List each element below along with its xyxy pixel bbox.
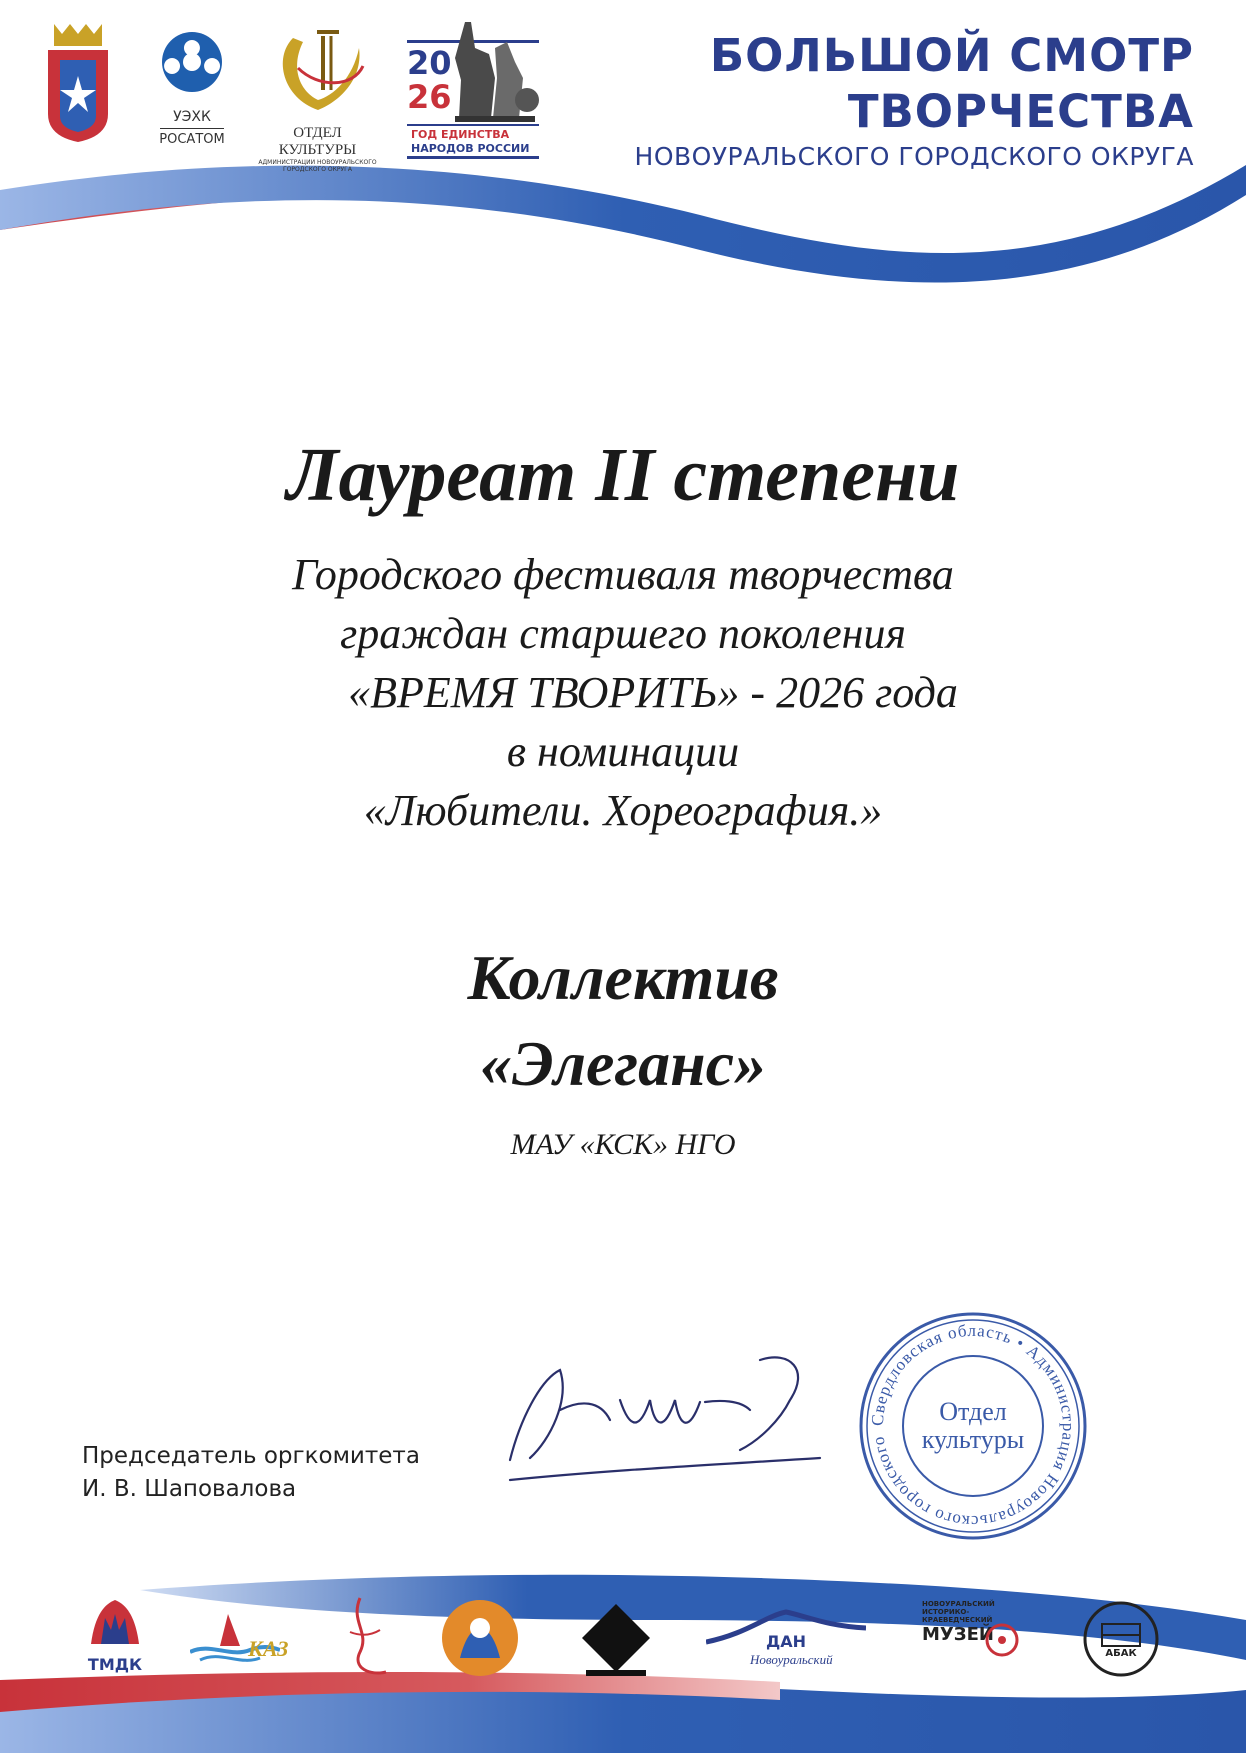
kaz-logo <box>190 1606 300 1676</box>
abak-logo <box>1082 1600 1160 1678</box>
museum-logo <box>922 1600 1022 1680</box>
museum-line3: КРАЕВЕДЧЕСКИЙ <box>922 1616 993 1624</box>
festival-line: Городского фестиваля творчества <box>292 550 954 599</box>
festival-line: в номинации <box>506 727 740 776</box>
award-title: Лауреат II степени <box>286 433 960 517</box>
header-title-line1: БОЛЬШОЙ СМОТР <box>709 29 1194 82</box>
museum-line1: НОВОУРАЛЬСКИЙ <box>922 1600 995 1608</box>
unity-line2: НАРОДОВ РОССИИ <box>411 142 530 155</box>
recipient-line2: «Элеганс» <box>479 1028 767 1099</box>
youth-center-logo <box>440 1598 520 1678</box>
official-stamp <box>857 1310 1089 1542</box>
recipient-line1: Коллектив <box>467 942 779 1013</box>
stamp-center-line1: Отдел <box>939 1397 1007 1426</box>
festival-line: «ВРЕМЯ ТВОРИТЬ» - 2026 года <box>348 668 958 717</box>
rosatom-label: РОСАТОМ <box>159 132 225 147</box>
year-bottom: 26 <box>407 78 452 116</box>
library-logo <box>578 1600 654 1680</box>
dance-school-logo <box>330 1592 400 1682</box>
festival-line: граждан старшего поколения <box>340 609 906 658</box>
header-title-line3: НОВОУРАЛЬСКОГО ГОРОДСКОГО ОКРУГА <box>634 142 1194 171</box>
header-title <box>635 28 1194 174</box>
abak-label: АБАК <box>1105 1648 1137 1659</box>
wheel-icon <box>984 1622 1020 1658</box>
unity-line1: ГОД ЕДИНСТВА <box>411 128 510 141</box>
museum-main: МУЗЕЙ <box>922 1624 994 1645</box>
uezk-label: УЭХК <box>173 109 211 125</box>
kaz-label: КАЗ <box>248 1636 289 1661</box>
tmdk-label: ТМДК <box>87 1655 143 1674</box>
recipient-organization: МАУ «КСК» НГО <box>510 1128 736 1161</box>
stamp-center-line2: культуры <box>921 1425 1025 1454</box>
stamp-ring-text: Свердловская область • Администрация Новоуральского городского <box>867 1320 1079 1532</box>
year-of-unity-logo <box>405 18 545 158</box>
culture-sub2: ГОРОДСКОГО ОКРУГА <box>283 166 352 173</box>
museum-line2: ИСТОРИКО- <box>922 1608 970 1616</box>
city-coat-of-arms <box>46 24 110 142</box>
festival-description <box>0 545 1246 840</box>
tmdk-logo <box>80 1594 150 1680</box>
dan-label: ДАН <box>766 1632 807 1651</box>
culture-sub1: АДМИНИСТРАЦИИ НОВОУРАЛЬСКОГО <box>258 159 377 166</box>
culture-department-logo <box>255 28 380 173</box>
dan-sub-label: Новоуральский <box>750 1652 833 1667</box>
header-title-line2: ТВОРЧЕСТВА <box>847 85 1194 138</box>
nomination-name: «Любители. Хореография.» <box>363 786 883 835</box>
culture-title: ОТДЕЛ КУЛЬТУРЫ <box>278 125 357 158</box>
year-top: 20 <box>407 44 452 82</box>
recipient-name <box>0 935 1246 1107</box>
signer-name: И. В. Шаповалова <box>82 1476 297 1502</box>
signer-block <box>82 1440 420 1506</box>
handwritten-signature <box>490 1340 830 1490</box>
rosatom-logo <box>152 28 232 148</box>
dan-logo <box>706 1606 866 1678</box>
monument-icon <box>445 18 541 122</box>
signer-role: Председатель оргкомитета <box>82 1443 420 1469</box>
